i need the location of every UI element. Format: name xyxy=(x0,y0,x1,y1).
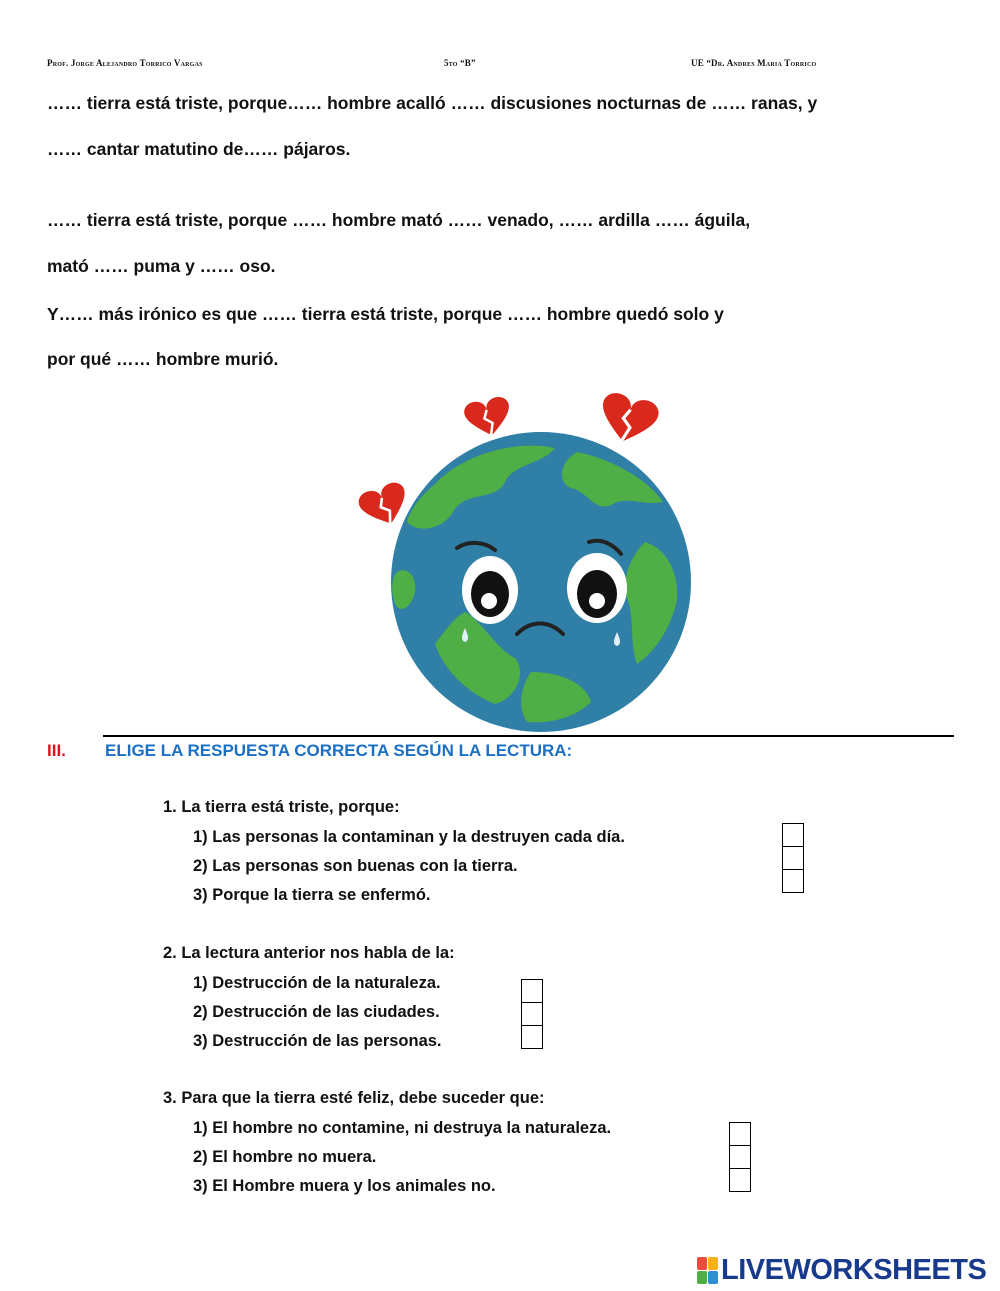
reading-line: …… tierra está triste, porque …… hombre mató …… venado, …… ardilla …… águila, xyxy=(47,210,751,230)
liveworksheets-logo[interactable] xyxy=(697,1254,986,1287)
question-2: 2. La lectura anterior nos habla de la: xyxy=(163,944,455,962)
question-1-option-1: 1) Las personas la contaminan y la destruyen cada día. xyxy=(193,828,625,846)
answer-checkbox[interactable] xyxy=(521,1025,543,1049)
answer-checkbox[interactable] xyxy=(729,1122,751,1146)
reading-line: …… tierra está triste, porque…… hombre acalló …… discusiones nocturnas de …… ranas, y xyxy=(47,93,818,113)
answer-checkbox[interactable] xyxy=(729,1145,751,1169)
answer-checkbox[interactable] xyxy=(782,869,804,893)
teacher-name: Prof. Jorge Alejandro Torrico Vargas xyxy=(47,58,203,68)
grade-label: 5to “B” xyxy=(444,58,476,68)
section-number: III. xyxy=(47,741,66,760)
section-title: ELIGE LA RESPUESTA CORRECTA SEGÚN LA LECTURA: xyxy=(105,741,573,760)
brand-name: LIVEWORKSHEETS xyxy=(721,1254,987,1286)
section-divider xyxy=(103,735,954,737)
sad-earth-illustration xyxy=(345,372,715,732)
question-3-option-3: 3) El Hombre muera y los animales no. xyxy=(193,1177,496,1195)
question-1-option-3: 3) Porque la tierra se enfermó. xyxy=(193,886,431,904)
logo-blocks-icon xyxy=(697,1257,718,1284)
reading-line: …… cantar matutino de…… pájaros. xyxy=(47,139,351,159)
question-3-option-2: 2) El hombre no muera. xyxy=(193,1148,377,1166)
reading-line: mató …… puma y …… oso. xyxy=(47,256,276,276)
reading-line: por qué …… hombre murió. xyxy=(47,349,279,369)
answer-checkbox[interactable] xyxy=(521,979,543,1003)
reading-line: Y…… más irónico es que …… tierra está triste, porque …… hombre quedó solo y xyxy=(47,304,724,324)
school-name: UE “Dr. Andres Maria Torrico xyxy=(691,58,817,68)
question-1: 1. La tierra está triste, porque: xyxy=(163,798,400,816)
answer-checkbox[interactable] xyxy=(729,1168,751,1192)
question-2-option-3: 3) Destrucción de las personas. xyxy=(193,1032,442,1050)
question-2-option-2: 2) Destrucción de las ciudades. xyxy=(193,1003,440,1021)
answer-checkbox[interactable] xyxy=(782,846,804,870)
broken-heart-icon xyxy=(462,395,514,440)
question-2-option-1: 1) Destrucción de la naturaleza. xyxy=(193,974,441,992)
question-3: 3. Para que la tierra esté feliz, debe suceder que: xyxy=(163,1089,545,1107)
question-1-option-2: 2) Las personas son buenas con la tierra. xyxy=(193,857,518,875)
question-3-option-1: 1) El hombre no contamine, ni destruya la naturaleza. xyxy=(193,1119,612,1137)
answer-checkbox[interactable] xyxy=(521,1002,543,1026)
broken-heart-icon xyxy=(595,390,661,448)
answer-checkbox[interactable] xyxy=(782,823,804,847)
